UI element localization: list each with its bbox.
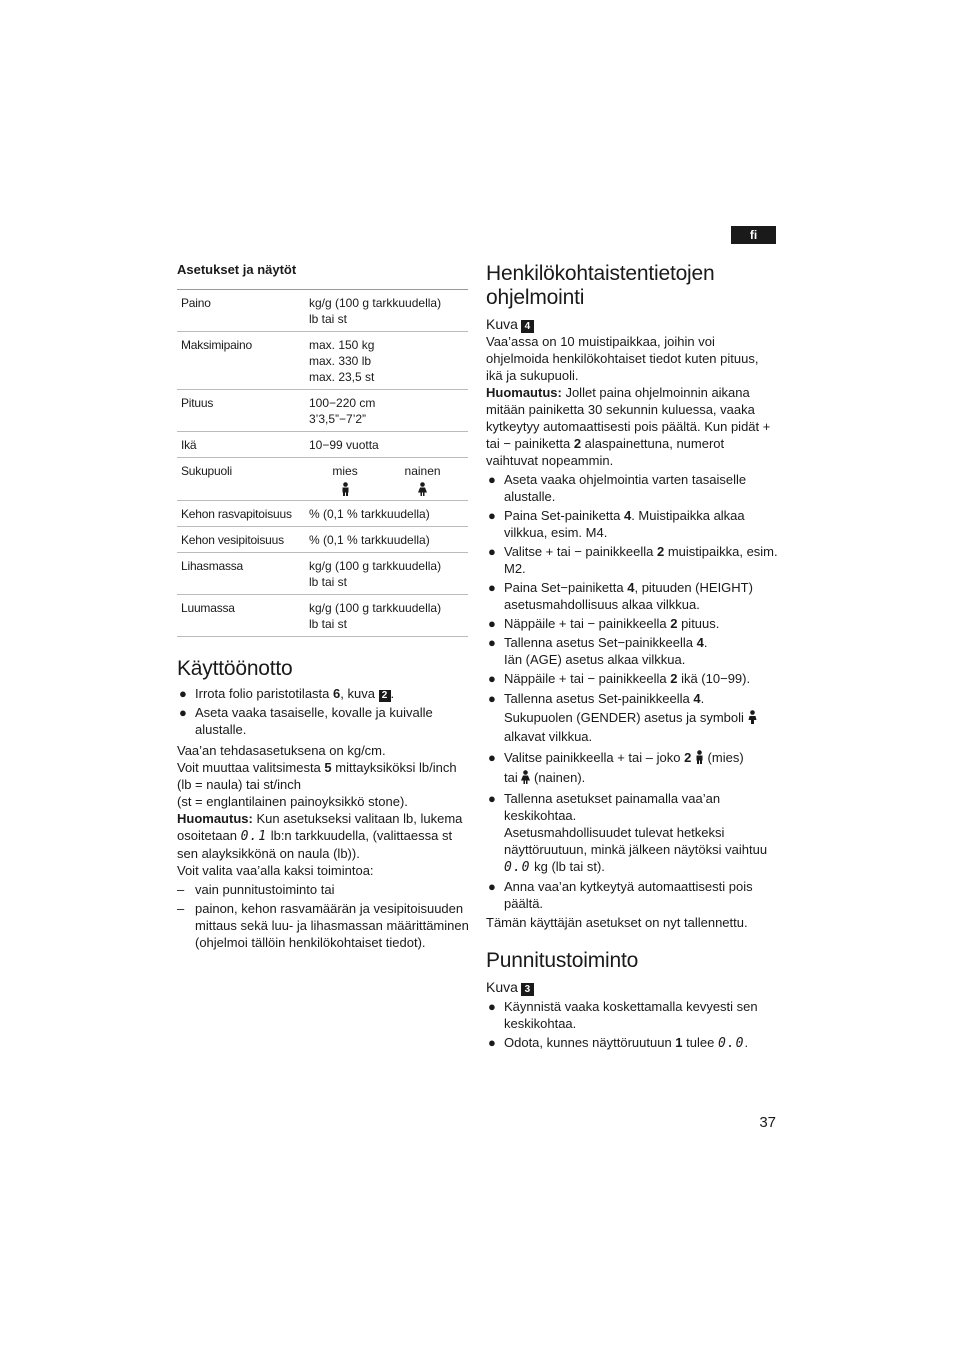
setting-value: 100−220 cm 3’3,5”−7’2” <box>305 390 468 432</box>
setting-value: kg/g (100 g tarkkuudella) lb tai st <box>305 290 468 332</box>
table-row <box>177 527 468 553</box>
setting-value: kg/g (100 g tarkkuudella) lb tai st <box>305 553 468 595</box>
ohjelmointi-note: Huomautus: Jollet paina ohjelmoinnin aikana mitään painiketta 30 sekunnin kuluessa, vaaka kytkeytyy automaattisesti pois päältä. Kun pidät + tai − painiketta 2 alaspainettuna, numerot vaihtuvat nopeammin. <box>486 385 771 468</box>
list-item: – vain punnitustoiminto tai <box>177 882 335 897</box>
ohjelmointi-steps <box>486 471 778 912</box>
gender-female-label: nainen <box>404 464 441 478</box>
list-item: ● Tallenna asetus Set−painikkeella 4. Iän (AGE) asetus alkaa vilkkua. <box>488 635 708 667</box>
stone-text: (st = englantilainen painoyksikkö stone). <box>177 794 408 809</box>
ohjelmointi-heading: Henkilökohtaistentietojen ohjelmointi <box>486 262 715 309</box>
setting-label: Ikä <box>177 432 305 458</box>
gender-male-label: mies <box>332 464 358 478</box>
lcd-readout: 0.1 <box>240 829 268 844</box>
list-item: ● Näppäile + tai − painikkeella 2 pituus. <box>488 616 720 631</box>
setting-label: Kehon vesipitoisuus <box>177 527 305 553</box>
list-item: ● Valitse painikkeella + tai – joko 2 (mies) tai (nainen). <box>488 750 744 785</box>
right-column <box>486 262 778 1054</box>
list-item: ● Aseta vaaka tasaiselle, kovalle ja kuivalle alustalle. <box>179 705 433 737</box>
male-icon <box>695 750 704 764</box>
setting-label: Maksimipaino <box>177 332 305 390</box>
list-item: ● Tallenna asetukset painamalla vaa’an keskikohtaa. Asetusmahdollisuudet tulevat hetkeksi näyttöruutuun, minkä jälkeen näytöksi vaihtuu 0.0 kg (lb tai st). <box>488 791 768 875</box>
lcd-readout: 0.0 <box>504 860 531 875</box>
punnitustoiminto-heading: Punnitustoiminto <box>486 949 639 972</box>
factory-setting-text: Vaa’an tehdasasetuksena on kg/cm. <box>177 743 386 758</box>
female-icon <box>521 770 530 784</box>
setting-label: Kehon rasvapitoisuus <box>177 501 305 527</box>
table-row <box>177 290 468 332</box>
setting-label: Sukupuoli <box>177 458 305 501</box>
setting-label: Lihasmassa <box>177 553 305 595</box>
punnitustoiminto-steps <box>486 998 778 1052</box>
person-icon <box>748 710 757 724</box>
setting-value: % (0,1 % tarkkuudella) <box>305 501 468 527</box>
list-item: ● Näppäile + tai − painikkeella 2 ikä (10−99). <box>488 671 751 686</box>
settings-table-title: Asetukset ja näytöt <box>177 262 297 277</box>
female-icon <box>418 482 427 496</box>
note-text: Huomautus: Kun asetukseksi valitaan lb, lukema osoitetaan 0.1 lb:n tarkkuudella, (valittaessa st sen alayksikkönä on naula (lb)). <box>177 811 463 861</box>
table-row <box>177 501 468 527</box>
table-row <box>177 432 468 458</box>
list-item: ● Irrota folio paristotilasta 6, kuva 2 . <box>179 686 395 701</box>
setting-value <box>305 458 468 501</box>
unit-selector-text: Voit muuttaa valitsimesta 5 mittayksiköksi lb/inch (lb = naula) tai st/inch <box>177 760 457 792</box>
table-row <box>177 390 468 432</box>
language-tab: fi <box>731 226 776 244</box>
list-item: ● Paina Set−painiketta 4, pituuden (HEIGHT) asetusmahdollisuus alkaa vilkkua. <box>488 580 753 612</box>
male-icon <box>341 482 350 496</box>
table-row <box>177 595 468 637</box>
setting-label: Pituus <box>177 390 305 432</box>
ohjelmointi-intro: Vaa’assa on 10 muistipaikkaa, joihin voi ohjelmoida henkilökohtaiset tiedot kuten pituus, ikä ja sukupuoli. <box>486 334 759 383</box>
figure-reference: Kuva 4 <box>486 316 778 333</box>
functions-intro: Voit valita vaa’alla kaksi toimintoa: <box>177 863 374 878</box>
list-item: ● Valitse + tai − painikkeella 2 muistipaikka, esim. M2. <box>488 544 778 576</box>
kayttoonotto-bullets <box>177 685 469 738</box>
table-row <box>177 553 468 595</box>
functions-list <box>177 881 469 951</box>
ohjelmointi-closing: Tämän käyttäjän asetukset on nyt tallennettu. <box>486 915 748 930</box>
setting-label: Luumassa <box>177 595 305 637</box>
page-number: 37 <box>759 1114 776 1131</box>
left-column <box>177 262 469 953</box>
list-item: ● Anna vaa’an kytkeytyä automaattisesti pois päältä. <box>488 879 753 911</box>
list-item: ● Odota, kunnes näyttöruutuun 1 tulee 0.0. <box>488 1035 749 1051</box>
setting-value: max. 150 kg max. 330 lb max. 23,5 st <box>305 332 468 390</box>
list-item: ● Käynnistä vaaka koskettamalla kevyesti sen keskikohtaa. <box>488 999 758 1031</box>
figure-reference: Kuva 3 <box>486 979 778 996</box>
list-item: ● Aseta vaaka ohjelmointia varten tasaiselle alustalle. <box>488 472 747 504</box>
setting-label: Paino <box>177 290 305 332</box>
setting-value: kg/g (100 g tarkkuudella) lb tai st <box>305 595 468 637</box>
lcd-readout: 0.0 <box>717 1036 745 1051</box>
list-item: – painon, kehon rasvamäärän ja vesipitoisuuden mittaus sekä luu- ja lihasmassan määrittäminen (ohjelmoi tällöin henkilökohtaiset tiedot). <box>177 901 469 950</box>
figure-number: 2 <box>379 690 391 702</box>
table-row <box>177 458 468 501</box>
setting-value: 10−99 vuotta <box>305 432 468 458</box>
list-item: ● Paina Set-painiketta 4. Muistipaikka alkaa vilkkua, esim. M4. <box>488 508 745 540</box>
list-item: ● Tallenna asetus Set-painikkeella 4. Sukupuolen (GENDER) asetus ja symboli alkavat vilkkua. <box>486 689 778 746</box>
settings-table <box>177 289 468 637</box>
kayttoonotto-heading: Käyttöönotto <box>177 657 293 680</box>
setting-value: % (0,1 % tarkkuudella) <box>305 527 468 553</box>
table-row <box>177 332 468 390</box>
